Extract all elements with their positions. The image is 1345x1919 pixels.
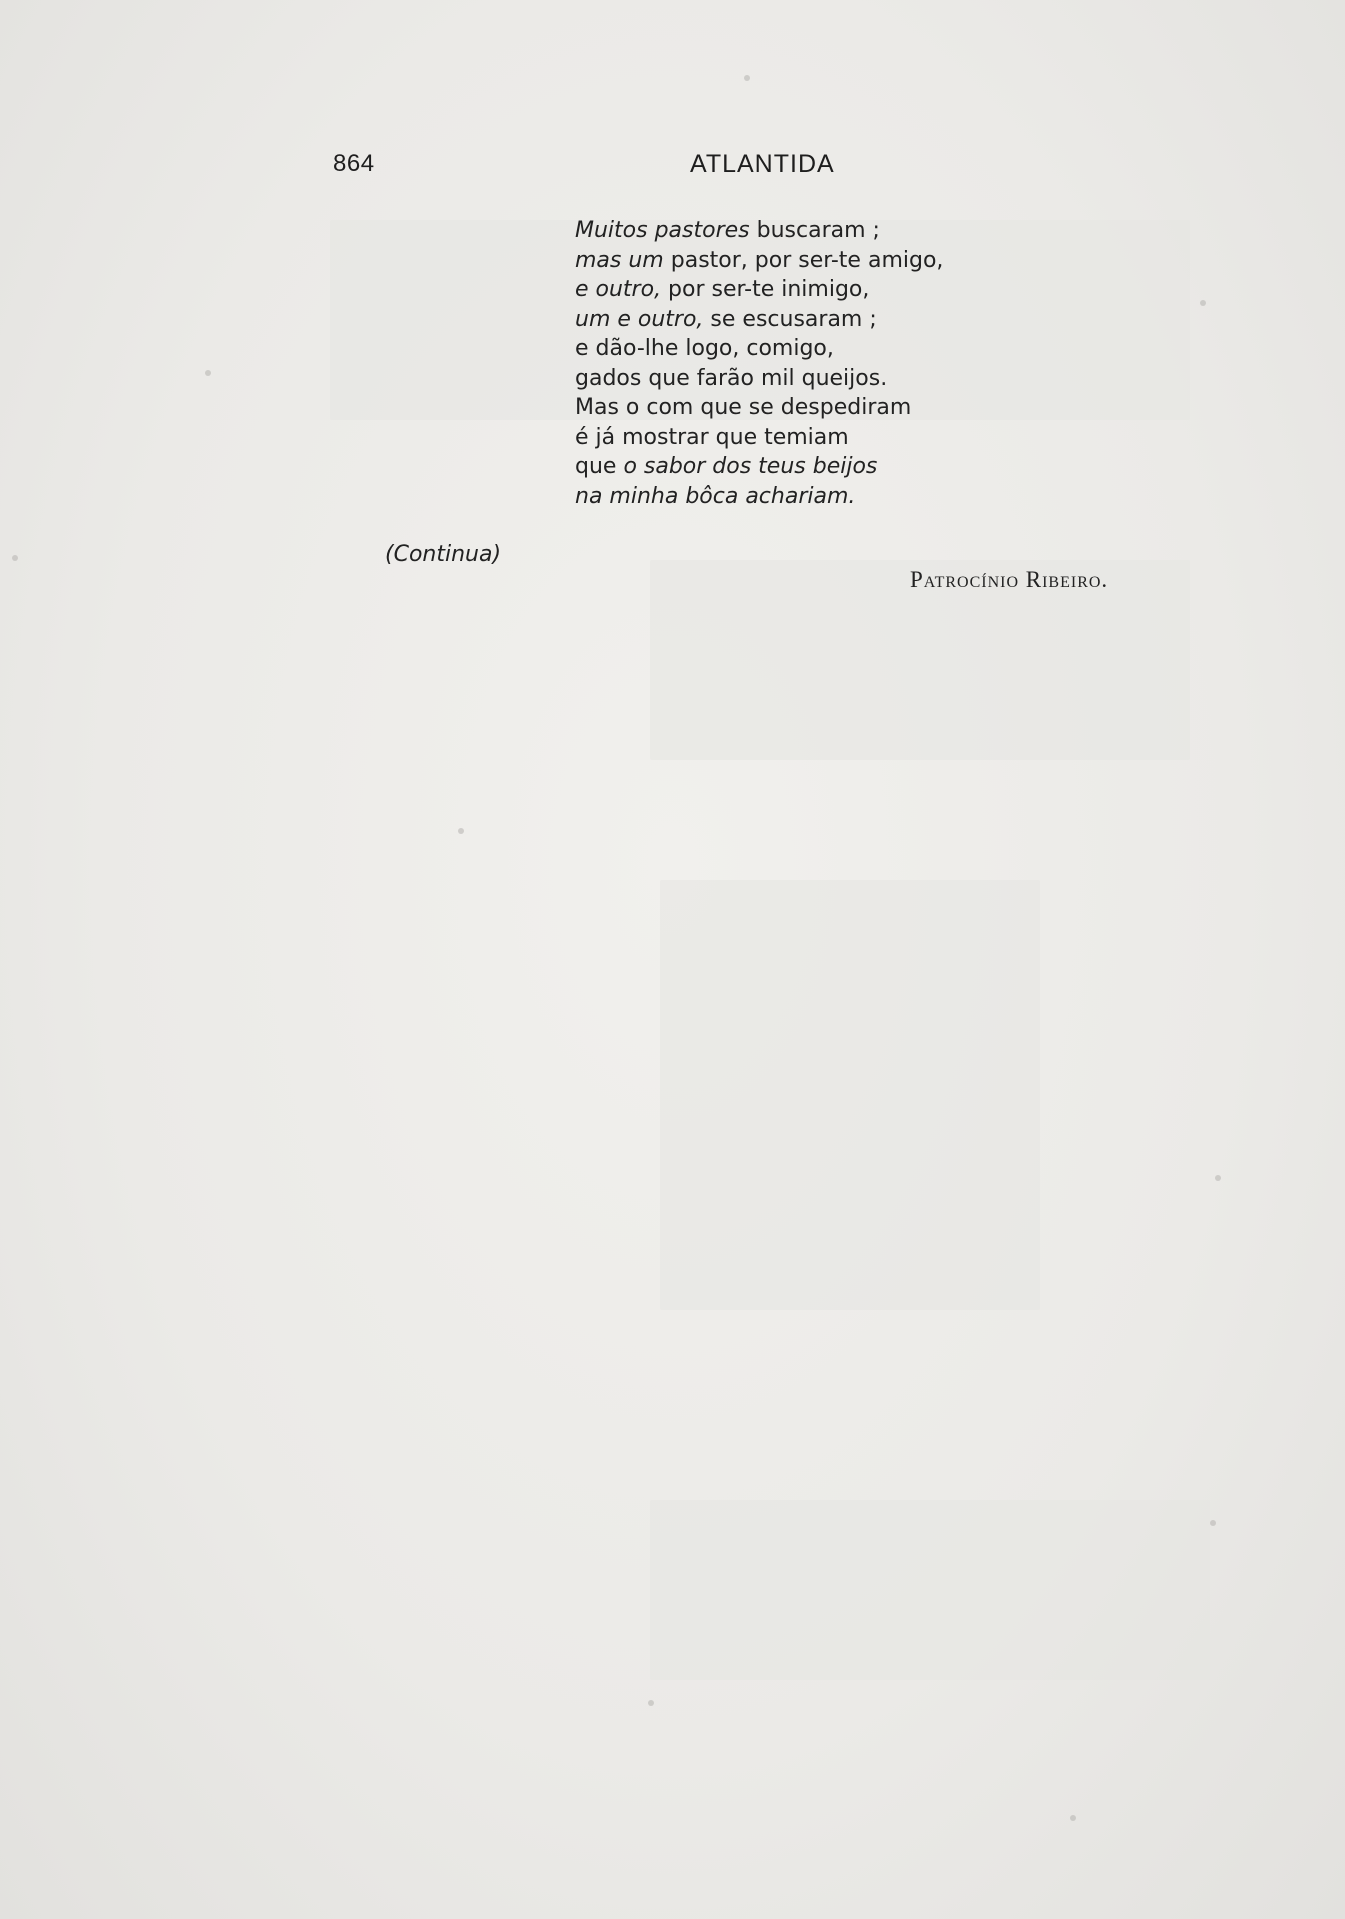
poem-line-roman: pastor, por ser-te amigo,: [663, 247, 944, 273]
poem-line-roman: por ser-te inimigo,: [661, 277, 870, 302]
poem-line: [575, 482, 943, 512]
page-header: [0, 150, 1345, 186]
poem-line: [575, 393, 943, 423]
continuation-note: (Continua): [385, 542, 502, 567]
poem-line-roman: e dão-lhe logo, comigo,: [575, 336, 834, 361]
poem-line-italic: e outro,: [575, 277, 662, 302]
poem-line: [575, 334, 943, 364]
running-title: ATLANTIDA: [690, 150, 835, 178]
author-signature: Patrocínio Ribeiro.: [910, 567, 1109, 592]
poem-line-roman: Mas o com que se despediram: [575, 395, 912, 420]
poem-line-roman: buscaram ;: [749, 218, 880, 243]
poem-line: [575, 275, 943, 305]
poem-line: [575, 423, 943, 453]
poem-line-italic: um e outro,: [575, 306, 704, 332]
poem-line-italic: o sabor dos teus beijos: [623, 454, 878, 479]
poem-line: [575, 452, 943, 482]
poem-line: [575, 305, 943, 335]
page-number: 864: [333, 150, 375, 177]
paper-speck: [205, 370, 211, 376]
paper-speck: [12, 555, 18, 561]
poem-line-roman: gados que farão mil queijos.: [575, 365, 888, 391]
poem-line-italic: Muitos pastores: [575, 218, 750, 243]
show-through-block: [650, 1500, 1210, 1680]
paper-speck: [1070, 1815, 1076, 1821]
paper-speck: [1200, 300, 1206, 306]
poem-line-italic: na minha bôca achariam.: [575, 483, 856, 509]
poem-line: [575, 216, 943, 246]
paper-speck: [1210, 1520, 1216, 1526]
paper-speck: [458, 828, 464, 834]
poem-line-roman: se escusaram ;: [703, 306, 877, 332]
paper-speck: [1215, 1175, 1221, 1181]
poem-stanza: [575, 216, 943, 511]
poem-line: [575, 364, 943, 394]
poem-line-italic: mas um: [575, 247, 664, 273]
poem-line-prefix: que: [575, 454, 624, 479]
poem-line-roman: é já mostrar que temiam: [575, 424, 849, 450]
paper-speck: [648, 1700, 654, 1706]
poem-line: [575, 246, 943, 276]
paper-speck: [744, 75, 750, 81]
show-through-block: [660, 880, 1040, 1310]
